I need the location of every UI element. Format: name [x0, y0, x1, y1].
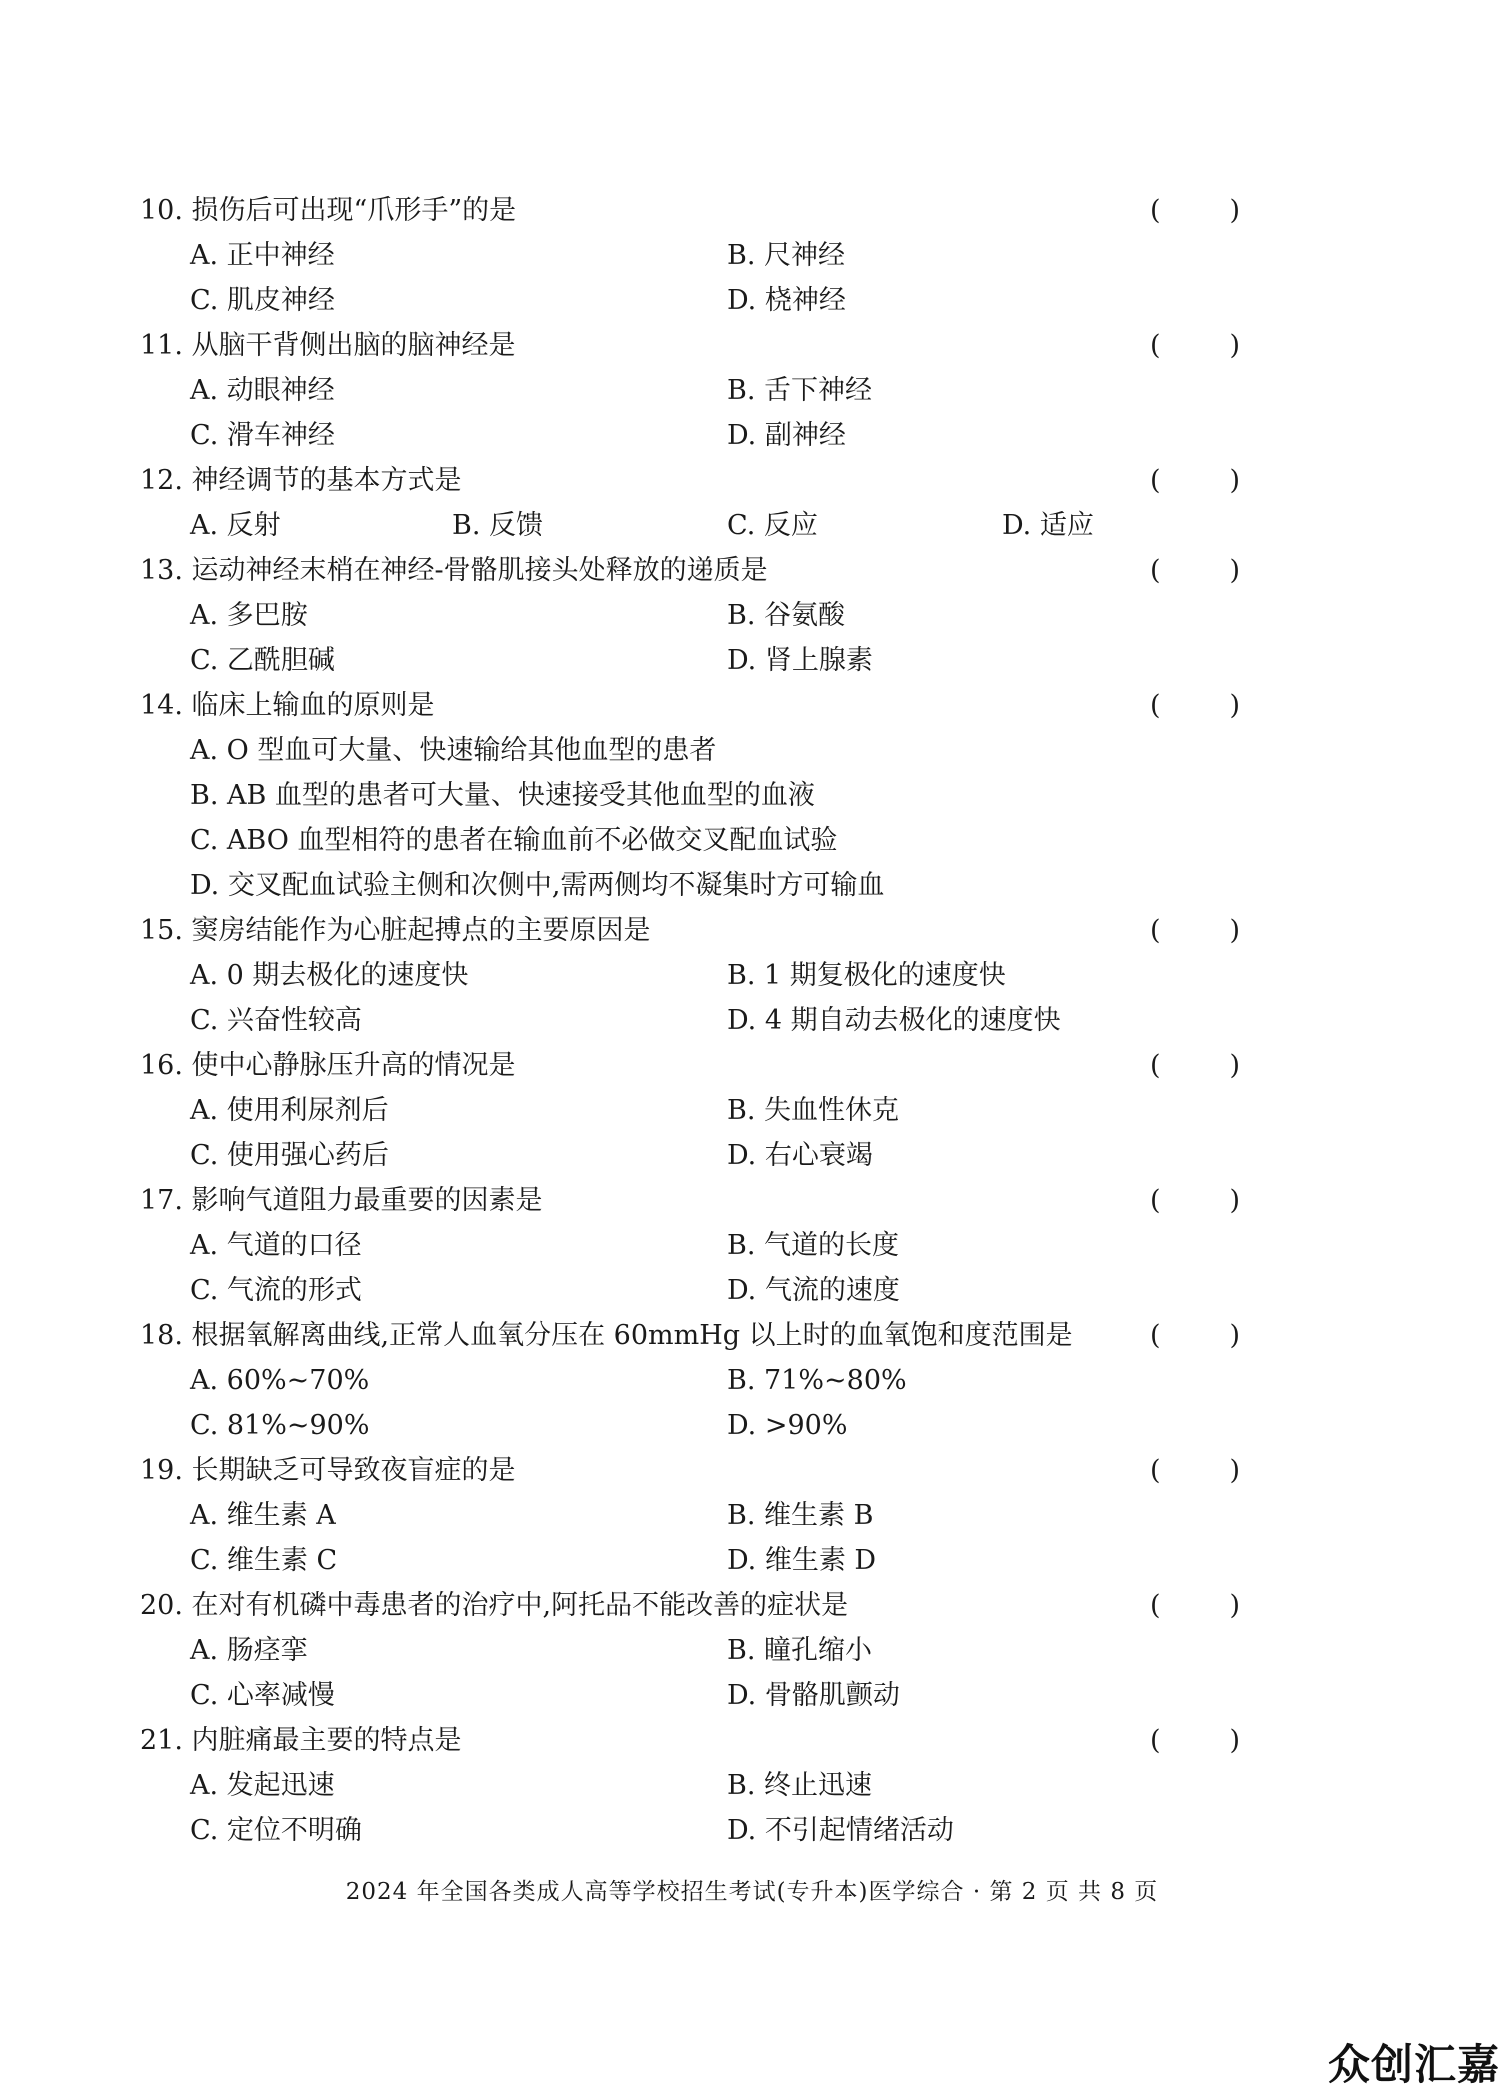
option-row	[190, 233, 1290, 278]
question-stem: 12. 神经调节的基本方式是	[140, 465, 462, 496]
option-row	[190, 1223, 1290, 1268]
answer-option[interactable]: D. 骨骼肌颤动	[727, 1680, 900, 1711]
answer-option[interactable]: D. 交叉配血试验主侧和次侧中,需两侧均不凝集时方可输血	[190, 870, 885, 901]
option-row	[190, 593, 1290, 638]
answer-option[interactable]: D. >90%	[727, 1410, 848, 1441]
answer-bracket-close: )	[1229, 1320, 1240, 1351]
question-stem-row	[140, 1448, 1240, 1493]
answer-option[interactable]: A. 多巴胺	[190, 600, 308, 631]
question-stem-row	[140, 188, 1240, 233]
answer-bracket-open: (	[1150, 1050, 1161, 1081]
answer-option[interactable]: D. 桡神经	[727, 285, 846, 316]
answer-option[interactable]: B. AB 血型的患者可大量、快速接受其他血型的血液	[190, 780, 815, 811]
question-stem: 18. 根据氧解离曲线,正常人血氧分压在 60mmHg 以上时的血氧饱和度范围是	[140, 1320, 1073, 1351]
answer-bracket[interactable]	[1150, 1178, 1240, 1223]
option-row	[190, 818, 1290, 863]
question-stem: 19. 长期缺乏可导致夜盲症的是	[140, 1455, 516, 1486]
answer-bracket-open: (	[1150, 915, 1161, 946]
answer-bracket-close: )	[1229, 1455, 1240, 1486]
answer-option[interactable]: A. 反射	[190, 510, 281, 541]
answer-bracket-open: (	[1150, 690, 1161, 721]
answer-option[interactable]: C. 心率减慢	[190, 1680, 335, 1711]
answer-bracket[interactable]	[1150, 1043, 1240, 1088]
answer-bracket-close: )	[1229, 195, 1240, 226]
answer-bracket-open: (	[1150, 195, 1161, 226]
question-stem-row	[140, 1718, 1240, 1763]
answer-bracket-close: )	[1229, 915, 1240, 946]
answer-bracket[interactable]	[1150, 548, 1240, 593]
answer-bracket[interactable]	[1150, 1313, 1240, 1358]
answer-bracket[interactable]	[1150, 1583, 1240, 1628]
answer-bracket-open: (	[1150, 465, 1161, 496]
answer-option[interactable]: A. 动眼神经	[190, 375, 335, 406]
question-stem-row	[140, 1583, 1240, 1628]
answer-option[interactable]: C. 定位不明确	[190, 1815, 362, 1846]
page-footer: 2024 年全国各类成人高等学校招生考试(专升本)医学综合 · 第 2 页 共 8 页	[345, 1879, 1159, 1905]
answer-bracket[interactable]	[1150, 683, 1240, 728]
question-stem: 11. 从脑干背侧出脑的脑神经是	[140, 330, 516, 361]
answer-option[interactable]: A. 维生素 A	[190, 1500, 336, 1531]
option-row	[190, 1403, 1290, 1448]
answer-option[interactable]: B. 尺神经	[727, 240, 846, 271]
answer-bracket-open: (	[1150, 1725, 1161, 1756]
answer-bracket[interactable]	[1150, 458, 1240, 503]
answer-option[interactable]: D. 气流的速度	[727, 1275, 900, 1306]
option-row	[190, 953, 1290, 998]
answer-bracket-close: )	[1229, 1185, 1240, 1216]
question-stem-row	[140, 1178, 1240, 1223]
answer-option[interactable]: B. 反馈	[452, 510, 544, 541]
answer-option[interactable]: D. 副神经	[727, 420, 846, 451]
option-row	[190, 413, 1290, 458]
answer-option[interactable]: C. 反应	[727, 510, 818, 541]
question-stem: 16. 使中心静脉压升高的情况是	[140, 1050, 516, 1081]
answer-bracket-open: (	[1150, 1455, 1161, 1486]
question-stem: 10. 损伤后可出现“爪形手”的是	[140, 195, 517, 226]
option-row	[190, 773, 1290, 818]
question-stem: 15. 窦房结能作为心脏起搏点的主要原因是	[140, 915, 651, 946]
option-row	[190, 1808, 1290, 1853]
option-row	[190, 278, 1290, 323]
answer-option[interactable]: B. 71%~80%	[727, 1365, 907, 1396]
answer-option[interactable]: C. 兴奋性较高	[190, 1005, 362, 1036]
option-row	[190, 1673, 1290, 1718]
option-row	[190, 1133, 1290, 1178]
answer-option[interactable]: D. 肾上腺素	[727, 645, 873, 676]
answer-bracket[interactable]	[1150, 908, 1240, 953]
answer-bracket-close: )	[1229, 1590, 1240, 1621]
answer-option[interactable]: C. 81%~90%	[190, 1410, 370, 1441]
option-row	[190, 1493, 1290, 1538]
answer-option[interactable]: C. 滑车神经	[190, 420, 335, 451]
answer-option[interactable]: A. 肠痉挛	[190, 1635, 308, 1666]
question-stem: 13. 运动神经末梢在神经-骨骼肌接头处释放的递质是	[140, 555, 768, 586]
option-row	[190, 503, 1290, 548]
question-stem: 20. 在对有机磷中毒患者的治疗中,阿托品不能改善的症状是	[140, 1590, 849, 1621]
answer-option[interactable]: A. 正中神经	[190, 240, 335, 271]
answer-option[interactable]: C. 维生素 C	[190, 1545, 338, 1576]
answer-option[interactable]: D. 不引起情绪活动	[727, 1815, 954, 1846]
option-row	[190, 368, 1290, 413]
answer-bracket-open: (	[1150, 1590, 1161, 1621]
option-row	[190, 1268, 1290, 1313]
answer-option[interactable]: C. 肌皮神经	[190, 285, 335, 316]
answer-option[interactable]: B. 气道的长度	[727, 1230, 900, 1261]
question-stem: 21. 内脏痛最主要的特点是	[140, 1725, 462, 1756]
option-row	[190, 1763, 1290, 1808]
answer-option[interactable]: A. 气道的口径	[190, 1230, 362, 1261]
answer-option[interactable]: D. 4 期自动去极化的速度快	[727, 1005, 1061, 1036]
answer-bracket[interactable]	[1150, 1718, 1240, 1763]
answer-option[interactable]: B. 维生素 B	[727, 1500, 874, 1531]
option-row	[190, 1088, 1290, 1133]
answer-option[interactable]: A. 60%~70%	[190, 1365, 370, 1396]
option-row	[190, 728, 1290, 773]
answer-bracket-open: (	[1150, 1185, 1161, 1216]
answer-option[interactable]: A. 发起迅速	[190, 1770, 335, 1801]
question-stem-row	[140, 323, 1240, 368]
answer-bracket-close: )	[1229, 690, 1240, 721]
question-stem-row	[140, 548, 1240, 593]
option-row	[190, 1358, 1290, 1403]
answer-bracket[interactable]	[1150, 188, 1240, 233]
answer-bracket-open: (	[1150, 1320, 1161, 1351]
answer-option[interactable]: C. 乙酰胆碱	[190, 645, 335, 676]
answer-bracket-close: )	[1229, 1050, 1240, 1081]
question-stem-row	[140, 1313, 1240, 1358]
answer-bracket-close: )	[1229, 330, 1240, 361]
question-stem-row	[140, 1043, 1240, 1088]
question-stem-row	[140, 908, 1240, 953]
answer-option[interactable]: D. 右心衰竭	[727, 1140, 873, 1171]
option-row	[190, 1538, 1290, 1583]
answer-bracket-open: (	[1150, 330, 1161, 361]
answer-option[interactable]: C. 气流的形式	[190, 1275, 362, 1306]
answer-bracket[interactable]	[1150, 1448, 1240, 1493]
option-row	[190, 638, 1290, 683]
answer-option[interactable]: D. 维生素 D	[727, 1545, 877, 1576]
option-row	[190, 1628, 1290, 1673]
question-stem-row	[140, 683, 1240, 728]
answer-option[interactable]: B. 谷氨酸	[727, 600, 846, 631]
answer-option[interactable]: B. 瞳孔缩小	[727, 1635, 873, 1666]
answer-option[interactable]: D. 适应	[1002, 510, 1094, 541]
answer-option[interactable]: B. 1 期复极化的速度快	[727, 960, 1006, 991]
answer-bracket-open: (	[1150, 555, 1161, 586]
answer-option[interactable]: A. 0 期去极化的速度快	[190, 960, 469, 991]
answer-option[interactable]: B. 失血性休克	[727, 1095, 900, 1126]
watermark-logo: 众创汇嘉	[1327, 2040, 1500, 2089]
answer-option[interactable]: C. ABO 血型相符的患者在输血前不必做交叉配血试验	[190, 825, 838, 856]
answer-bracket-close: )	[1229, 1725, 1240, 1756]
answer-option[interactable]: A. 使用利尿剂后	[190, 1095, 389, 1126]
answer-bracket-close: )	[1229, 465, 1240, 496]
question-stem-row	[140, 458, 1240, 503]
question-stem: 17. 影响气道阻力最重要的因素是	[140, 1185, 543, 1216]
answer-option[interactable]: C. 使用强心药后	[190, 1140, 389, 1171]
answer-bracket-close: )	[1229, 555, 1240, 586]
answer-option[interactable]: A. O 型血可大量、快速输给其他血型的患者	[190, 735, 717, 766]
answer-option[interactable]: B. 舌下神经	[727, 375, 873, 406]
question-stem: 14. 临床上输血的原则是	[140, 690, 435, 721]
option-row	[190, 998, 1290, 1043]
answer-option[interactable]: B. 终止迅速	[727, 1770, 873, 1801]
option-row	[190, 863, 1290, 908]
answer-bracket[interactable]	[1150, 323, 1240, 368]
